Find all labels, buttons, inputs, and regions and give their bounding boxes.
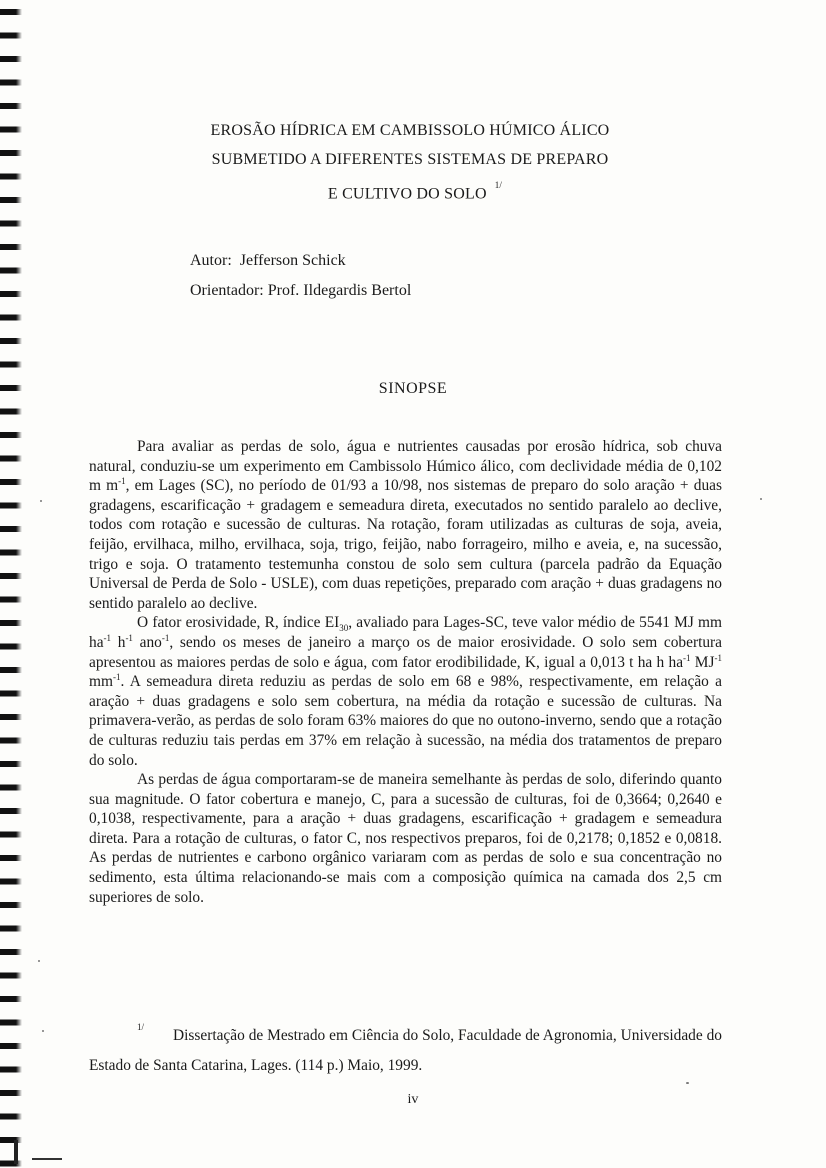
footnote-marker: 1/ xyxy=(137,1022,145,1032)
scan-speck xyxy=(686,1082,689,1084)
abstract-paragraph-2 xyxy=(89,613,722,770)
abstract-superscript: -1 xyxy=(112,672,121,682)
spiral-binding-holes xyxy=(0,0,22,1168)
abstract-text: , avaliado para Lages-SC, teve valor médio de 5541 MJ mm ha xyxy=(89,614,722,651)
scan-speck xyxy=(42,1030,44,1032)
abstract-text: MJ xyxy=(690,653,715,671)
scan-edge-mark xyxy=(14,1140,18,1164)
abstract-superscript: -1 xyxy=(161,632,170,643)
abstract-text: . A semeadura direta reduziu as perdas de solo em 68 e 98%, respectivamente, em relação a aração + duas gradagens e solo sem cobertura, na média da rotação e sucessão de culturas. Na primavera-verão, as perdas de solo foram 63% maiores do que no outono-inverno, sendo que a rotação de culturas reduziu tais perdas em 37% em relação à sucessão, na média dos tratamentos de preparo do solo. xyxy=(89,673,722,769)
abstract-paragraph-3: As perdas de água comportaram-se de maneira semelhante às perdas de solo, diferindo quanto sua magnitude. O fator cobertura e manejo, C, para a sucessão de culturas, foi de 0,3664; 0,2640 e 0,1038, respectivamente, para a aração + duas gradagens, escarificação + gradagem e semeadura direta. Para a rotação de culturas, o fator C, nos respectivos preparos, foi de 0,2178; 0,1852 e 0,0818. As perdas de nutrientes e carbono orgânico variaram com as perdas de solo e sua concentração no sedimento, esta última relacionando-se mais com a composição química na camada dos 2,5 cm superiores de solo. xyxy=(89,771,722,906)
abstract-text: h xyxy=(111,633,126,651)
document-title-line-3 xyxy=(145,178,685,205)
abstract-text: mm xyxy=(89,673,113,691)
abstract-superscript: -1 xyxy=(714,652,722,663)
abstract-text: , em Lages (SC), no período de 01/93 a 10/98, nos sistemas de preparo do solo aração + duas gradagens, escarificação + gradagem e semeadura direta, executados no sentido paralelo ao declive, todos com rotação e sucessão de culturas. Na rotação, foram utilizadas as culturas de soja, aveia, feijão, ervilhaca, milho, ervilhaca, soja, trigo, feijão, nabo forrageiro, milho e aveia, e, na sucessão, trigo e soja. O tratamento testemunha constou de solo sem cultura (parcela padrão da Equação Universal de Perda de Solo - USLE), com duas repetições, preparado com aração + duas gradagens no sentido paralelo ao declive. xyxy=(89,477,722,612)
advisor-label: Orientador: xyxy=(190,282,264,299)
advisor-line xyxy=(190,282,411,300)
footnote xyxy=(89,1012,722,1081)
document-title-line-2: SUBMETIDO A DIFERENTES SISTEMAS DE PREPARO xyxy=(211,151,609,168)
abstract-superscript: -1 xyxy=(125,632,133,643)
scan-speck xyxy=(760,498,762,500)
section-heading: SINOPSE xyxy=(378,380,448,397)
abstract-subscript: 30 xyxy=(339,623,349,634)
abstract-text: , sendo os meses de janeiro a março os de maior erosividade. O solo sem cobertura apresentou as maiores perdas de solo e água, com fator erodibilidade, K, igual a 0,013 t ha h ha xyxy=(89,633,723,671)
abstract-superscript: -1 xyxy=(118,476,126,487)
scan-edge-line xyxy=(32,1158,62,1160)
abstract-superscript: -1 xyxy=(103,632,112,643)
abstract-text: ano xyxy=(132,633,162,651)
author-line xyxy=(190,252,346,270)
author-name: Jefferson Schick xyxy=(239,252,346,269)
abstract-body xyxy=(89,437,722,907)
title-footnote-marker: 1/ xyxy=(494,180,503,190)
page-number: iv xyxy=(407,1092,419,1107)
advisor-name: Prof. Ildegardis Bertol xyxy=(267,282,412,299)
abstract-text: O fator erosividade, R, índice EI xyxy=(137,614,340,632)
author-label: Autor: xyxy=(190,252,232,269)
abstract-text: Para avaliar as perdas de solo, água e nutrientes causadas por erosão hídrica, sob chuva natural, conduziu-se um experimento em Cambissolo Húmico álico, com declividade média de 0,102 m m xyxy=(89,438,722,495)
scan-speck xyxy=(40,500,42,502)
abstract-superscript: -1 xyxy=(683,652,691,663)
title-line-3-text: E CULTIVO DO SOLO xyxy=(327,185,487,203)
abstract-paragraph-1 xyxy=(89,437,722,613)
document-title-line-1: EROSÃO HÍDRICA EM CAMBISSOLO HÚMICO ÁLICO xyxy=(210,122,610,139)
scan-speck xyxy=(38,960,40,962)
footnote-text: Dissertação de Mestrado em Ciência do Solo, Faculdade de Agronomia, Universidade do Estado de Santa Catarina, Lages. (114 p.) Maio, 1999. xyxy=(89,1027,722,1074)
